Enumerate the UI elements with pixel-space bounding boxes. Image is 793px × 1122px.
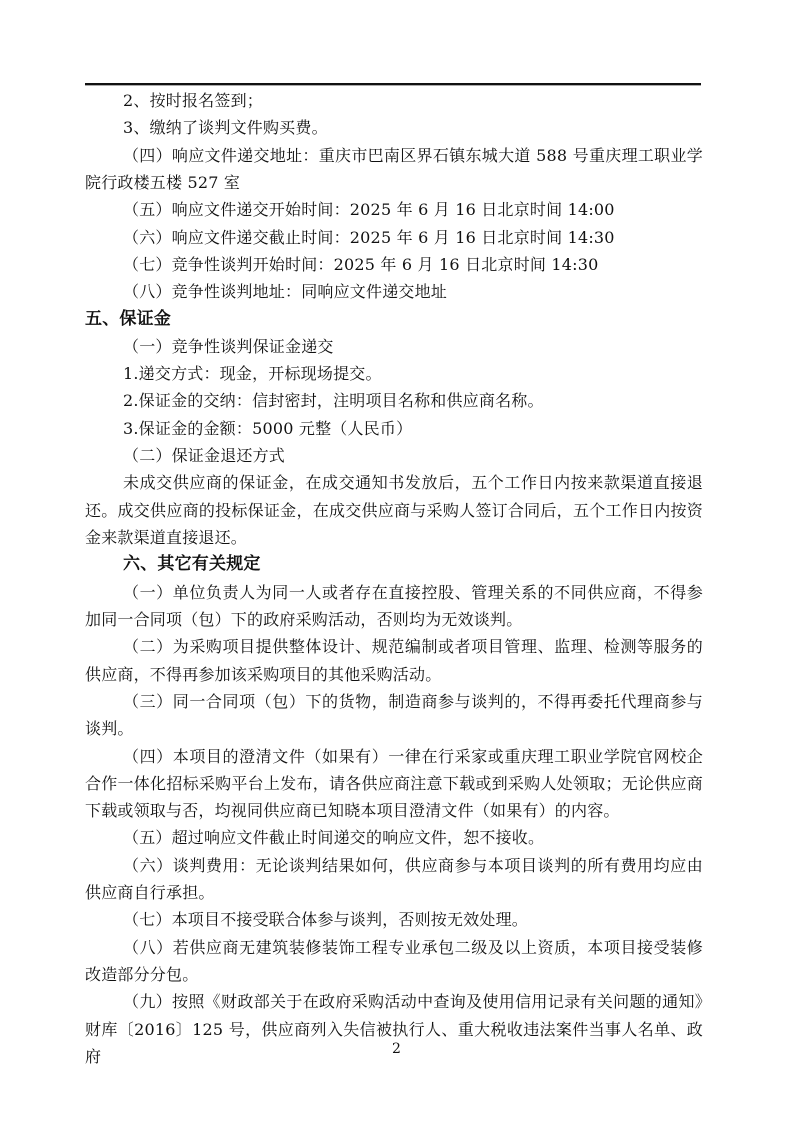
paragraph: （七）本项目不接受联合体参与谈判，否则按无效处理。 [123,910,529,930]
paragraph: 3.保证金的金额：5000 元整（人民币） [123,418,413,438]
paragraph: （八）竞争性谈判地址：同响应文件递交地址 [123,282,448,302]
section-heading: 五、保证金 [85,308,171,329]
paragraph: 3、缴纳了谈判文件购买费。 [123,118,328,138]
paragraph: 1.递交方式：现金，开标现场提交。 [123,364,382,384]
paragraph: （九）按照《财政部关于在政府采购活动中查询及使用信用记录有关问题的通知》财库〔2016〕125 号，供应商列入失信被执行人、重大税收违法案件当事人名单、政府 [85,992,703,1066]
paragraph: （五）超过响应文件截止时间递交的响应文件，恕不接收。 [123,828,545,848]
section-heading: 六、其它有关规定 [123,554,261,575]
paragraph: （八）若供应商无建筑装修装饰工程专业承包二级及以上资质，本项目接受装修改造部分分包。 [85,937,703,984]
paragraph: （七）竞争性谈判开始时间：2025 年 6 月 16 日北京时间 14:30 [123,254,599,274]
paragraph: 2.保证金的交纳：信封密封，注明项目名称和供应商名称。 [123,391,544,411]
paragraph: （六）响应文件递交截止时间：2025 年 6 月 16 日北京时间 14:30 [123,227,615,247]
document-body [85,87,703,1070]
paragraph: （二）保证金退还方式 [123,446,286,466]
paragraph: （六）谈判费用：无论谈判结果如何，供应商参与本项目谈判的所有费用均应由供应商自行承担。 [85,855,703,903]
paragraph: （五）响应文件递交开始时间：2025 年 6 月 16 日北京时间 14:00 [123,200,615,220]
paragraph: （一）单位负责人为同一人或者存在直接控股、管理关系的不同供应商，不得参加同一合同项（包）下的政府采购活动，否则均为无效谈判。 [85,582,703,629]
paragraph: （三）同一合同项（包）下的货物，制造商参与谈判的，不得再委托代理商参与谈判。 [85,691,703,739]
paragraph: 未成交供应商的保证金，在成交通知书发放后，五个工作日内按来款渠道直接退还。成交供应商的投标保证金，在成交供应商与采购人签订合同后，五个工作日内按资金来款渠道直接退还。 [85,473,703,547]
page-number: 2 [392,1041,401,1057]
paragraph: （四）本项目的澄清文件（如果有）一律在行采家或重庆理工职业学院官网校企合作一体化招标采购平台上发布，请各供应商注意下载或到采购人处领取；无论供应商下载或领取与否，均视同供应商已知晓本项目澄清文件（如果有）的内容。 [85,746,703,821]
paragraph: 2、按时报名签到； [123,91,263,110]
header-rule [85,83,701,86]
paragraph: （二）为采购项目提供整体设计、规范编制或者项目管理、监理、检测等服务的供应商，不得再参加该采购项目的其他采购活动。 [85,637,703,684]
paragraph: （一）竞争性谈判保证金递交 [123,336,334,356]
paragraph: （四）响应文件递交地址：重庆市巴南区界石镇东城大道 588 号重庆理工职业学院行政楼五楼 527 室 [85,145,703,192]
